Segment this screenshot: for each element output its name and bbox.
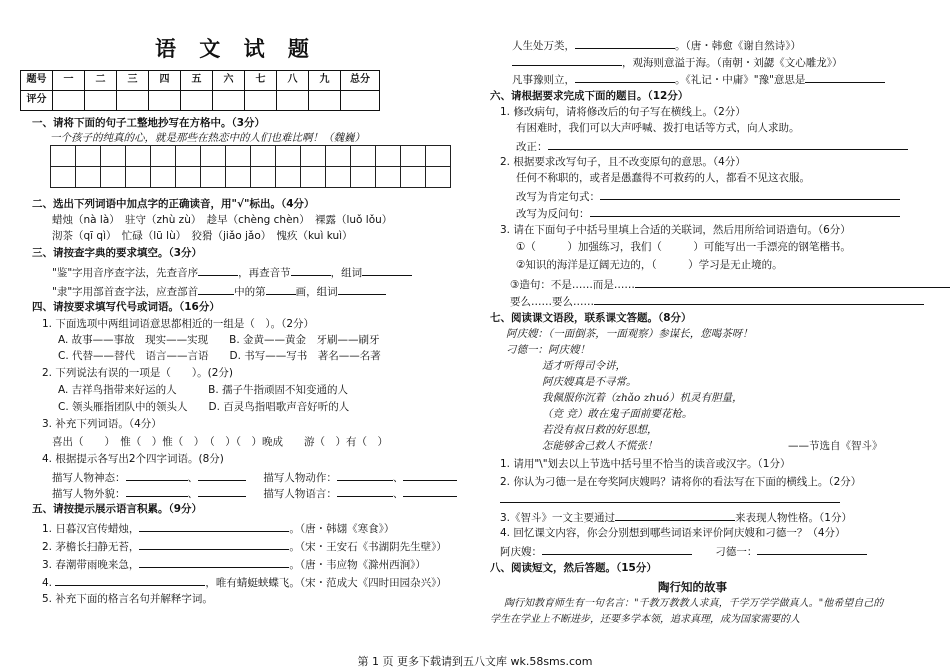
q5-4-source: ，唯有蜻蜓蛱蝶飞。（宋・范成大《四时田园杂兴》） [205,577,447,589]
score-cell[interactable] [213,91,245,111]
q4-2-cd: C. 领头雁指团队中的领头人 D. 百灵鸟指唱歌声音好听的人 [58,401,350,413]
passage-line: 怎能够舍己救人不慌张！ [542,440,658,452]
q6-1: 1. 修改病句，请将修改后的句子写在横线上。（2分） [500,106,746,118]
q4-4-row-2: 描写人物外貌： 、 描写人物语言： 、 [52,486,457,501]
q4-1-cd: C. 代替——替代 语言——言语 D. 书写——写书 著名——名著 [58,350,381,362]
q6-2: 2. 根据要求改写句子，且不改变原句的意思。（4分） [500,156,746,168]
q5-1 [42,521,394,536]
q3-line-1 [52,265,412,280]
q6-3: 3. 请在下面句子中括号里填上合适的关联词，然后用所给词语造句。（6分） [500,224,851,236]
q4-heading: 四、请按要求填写代号或词语。（16分） [32,301,220,313]
q7-2: 2. 你认为刁德一是在夸奖阿庆嫂吗？请将你的看法写在下面的横线上。（2分） [500,476,862,488]
q6-3-b: ②知识的海洋是辽阔无边的，（ ）学习是无止境的。 [516,259,783,271]
q3-l1-text-c: ，组词 [330,267,363,279]
r1-source: 。（唐・韩愈《谢自然诗》） [675,40,801,52]
blank[interactable] [198,265,238,276]
blank[interactable] [600,189,900,200]
q3-l1-text-b: ，再查音节 [238,267,291,279]
q2-heading: 二、选出下列词语中加点字的正确读音，用"√"标出。（4分） [32,198,315,210]
q4-4-label-b: 描写人物动作： [263,472,337,484]
r3-text: 凡事豫则立， [512,74,575,86]
q8-paragraph-line: 陶行知教育师生有一句名言："千教万教教人求真，千学万学学做真人。"他希望自己的 [504,598,884,609]
blank[interactable] [291,265,331,276]
q3-l2-text-c: 画，组词 [295,286,338,298]
blank[interactable] [594,294,924,305]
score-row [21,91,380,111]
r-quote-1 [512,38,801,53]
q7-4-answers [500,544,867,559]
score-cell[interactable] [277,91,309,111]
q6-1-fix-label: 改正： [516,141,548,153]
passage-line: 阿庆嫂：（一面倒茶，一面观察）参谋长，您喝茶呀！ [506,328,753,340]
score-header-cell: 六 [213,71,245,91]
passage-line: 若没有叔日救的好思想， [542,424,658,436]
q3-heading: 三、请按查字典的要求填空。（3分） [32,247,203,259]
blank[interactable] [403,486,457,497]
blank[interactable] [575,38,675,49]
blank[interactable] [590,206,900,217]
blank[interactable] [403,470,457,481]
blank[interactable] [362,265,412,276]
blank[interactable] [198,284,234,295]
score-header-cell: 八 [277,71,309,91]
q4-4-row-1: 描写人物神态： 、 描写人物动作： 、 [52,470,457,485]
q7-2-answer [500,492,840,507]
q1-heading: 一、请将下面的句子工整地抄写在方格中。（3分） [32,117,266,129]
score-header-row [21,71,380,91]
q3-line-2 [52,284,386,299]
q6-2-rhetorical [516,206,900,221]
q5-heading: 五、请按提示展示语言积累。（9分） [32,503,203,515]
blank[interactable] [805,72,885,83]
score-cell[interactable] [309,91,341,111]
q4-2: 2. 下列说法有误的一项是（ ）。(2分) [42,367,233,379]
score-row-label: 评分 [21,91,53,111]
passage-line: 刁德一：阿庆嫂！ [506,344,590,356]
passage-line: 阿庆嫂真是不寻常。 [542,376,637,388]
q5-5: 5. 补充下面的格言名句并解释字词。 [42,593,213,605]
r3-source: 。《礼记・中庸》"豫"意思是 [675,74,806,86]
q7-4: 4. 回忆课文内容，你会分别想到哪些词语来评价阿庆嫂和刁德一？（4分） [500,527,846,539]
q5-3 [42,557,426,572]
blank[interactable] [512,55,622,66]
blank[interactable] [575,72,675,83]
q6-3-a: ①（ ）加强练习，我们（ ）可能写出一手漂亮的钢笔楷书。 [516,241,851,253]
q5-3-text: 3. 春潮带雨晚来急， [42,559,140,571]
blank[interactable] [635,277,950,288]
blank[interactable] [126,470,188,481]
q7-4-label-a: 阿庆嫂： [500,546,542,558]
q5-1-text: 1. 日暮汉宫传蜡烛， [42,523,140,535]
passage-source: ——节选自《智斗》 [788,440,883,452]
q6-3-c-label: ③造句：不是……而是…… [510,279,635,291]
r1-text: 人生处万类， [512,40,575,52]
q6-2-rhetorical-label: 改写为反问句： [516,208,590,220]
page-title: 语 文 试 题 [155,36,317,61]
q3-l1-text-a: "鉴"字用音序查字法，先查音序 [52,267,199,279]
q5-1-source: 。（唐・韩翃《寒食》） [289,523,395,535]
blank[interactable] [139,539,289,550]
q4-3: 3. 补充下列词语。（4分） [42,418,162,430]
score-header-cell: 总分 [341,71,380,91]
q2-line-2: 沏茶（qī qì） 忙碌（lū lù） 狡猾（jiǎo jǎo） 愧疚（kuì kuì） [52,230,353,242]
blank[interactable] [266,284,296,295]
score-header-cell: 题号 [21,71,53,91]
blank[interactable] [198,486,246,497]
q6-3-c [510,277,950,292]
q2-line-1: 蜡烛（nà là） 驻守（zhù zù） 趁早（chèng chèn） 裸露（luǒ lǒu） [52,214,393,226]
q8-heading: 八、阅读短文，然后答题。（15分） [490,562,657,574]
q6-2-positive-label: 改写为肯定句式： [516,191,600,203]
q3-l2-text-b: 中的第 [234,286,266,298]
q4-1-ab: A. 故事——事故 现实——实现 B. 金黄——黄金 牙刷——刷牙 [58,334,380,346]
q5-2-text: 2. 茅檐长扫静无苔， [42,541,140,553]
q3-l2-text-a: "隶"字用部首查字法，应查部首 [52,286,199,298]
blank[interactable] [126,486,188,497]
q8-passage-title: 陶行知的故事 [658,580,727,594]
q4-4-label-c: 描写人物外貌： [52,488,126,500]
score-cell[interactable] [53,91,85,111]
q4-1: 1. 下面选项中两组词语意思都相近的一组是（ ）。（2分） [42,318,315,330]
q6-1-fix [516,139,908,154]
r-quote-2 [512,55,843,70]
q6-1-sentence: 有困难时，我们可以大声呼喊、拨打电话等方式，向人求助。 [516,122,800,134]
q5-2-source: 。（宋・王安石《书湖阴先生壁》） [289,541,447,553]
score-table [20,70,380,111]
blank[interactable] [337,470,393,481]
blank[interactable] [542,544,692,555]
blank[interactable] [548,139,908,150]
score-header-cell: 三 [117,71,149,91]
score-header-cell: 四 [149,71,181,91]
passage-line: 适才听得司令讲， [542,360,626,372]
q7-4-label-b: 刁德一： [715,546,758,558]
q6-2-positive [516,189,900,204]
blank[interactable] [55,575,205,586]
passage-line: 我佩服你沉着（zhǎo zhuó）机灵有胆量， [542,392,743,404]
q7-3-text-b: 来表现人物性格。（1分） [735,512,852,524]
score-header-cell: 一 [53,71,85,91]
q7-3 [500,510,852,525]
q5-4: 4. ，唯有蜻蜓蛱蝶飞。（宋・范成大《四时田园杂兴》） [42,577,447,589]
q6-3-d-label: 要么……要么…… [510,296,594,308]
score-cell[interactable] [245,91,277,111]
r2-text: ，观海则意溢于海。（南朝・刘勰《文心雕龙》） [622,57,843,69]
page-footer: 第 1 页 更多下载请到五八文库 wk.58sms.com [357,655,593,668]
passage-line: （竞 竞）敢在鬼子面前要花枪。 [542,408,693,420]
q7-3-text-a: 3.《智斗》一文主要通过 [500,512,616,524]
q4-4: 4. 根据提示各写出2个四字词语。(8分) [42,453,224,465]
q4-4-label-a: 描写人物神态： [52,472,126,484]
q4-2-ab: A. 吉祥鸟指带来好运的人 B. 孺子牛指顽固不知变通的人 [58,384,349,396]
q5-2 [42,539,447,554]
score-header-cell: 九 [309,71,341,91]
blank[interactable] [500,492,840,503]
score-header-cell: 二 [85,71,117,91]
q6-heading: 六、请根据要求完成下面的题目。（12分） [490,90,689,102]
r-quote-3 [512,72,885,87]
score-header-cell: 七 [245,71,277,91]
q6-3-d [510,294,924,309]
q4-4-label-d: 描写人物语言： [263,488,337,500]
q8-paragraph-line: 学生在学业上不断进步，还要多学本领，追求真理，成为国家需要的人 [490,614,800,625]
blank[interactable] [139,557,289,568]
score-cell[interactable] [85,91,117,111]
blank[interactable] [139,521,289,532]
score-cell[interactable] [149,91,181,111]
score-cell[interactable] [181,91,213,111]
writing-grid[interactable] [50,145,451,188]
q1-sentence: 一个孩子的纯真的心，就是那些在热恋中的人们也难比啊！（魏巍） [50,132,365,144]
blank[interactable] [757,544,867,555]
q4-3-words: 喜出（ ） 惟（ ）惟（ ） （ ）（ ）晚成 游（ ）有（ ） [52,436,388,448]
blank[interactable] [615,510,735,521]
score-header-cell: 五 [181,71,213,91]
blank[interactable] [338,284,386,295]
q6-2-sentence: 任何不称职的，或者是愚蠢得不可救药的人，都看不见这衣服。 [516,172,810,184]
blank[interactable] [337,486,393,497]
q7-1: 1. 请用"\"划去以上节选中括号里不恰当的读音或汉字。（1分） [500,458,791,470]
q5-3-source: 。（唐・韦应物《滁州西涧》） [289,559,426,571]
score-cell[interactable] [341,91,380,111]
q7-heading: 七、阅读课文语段，联系课文答题。（8分） [490,312,692,324]
blank[interactable] [198,470,246,481]
score-cell[interactable] [117,91,149,111]
